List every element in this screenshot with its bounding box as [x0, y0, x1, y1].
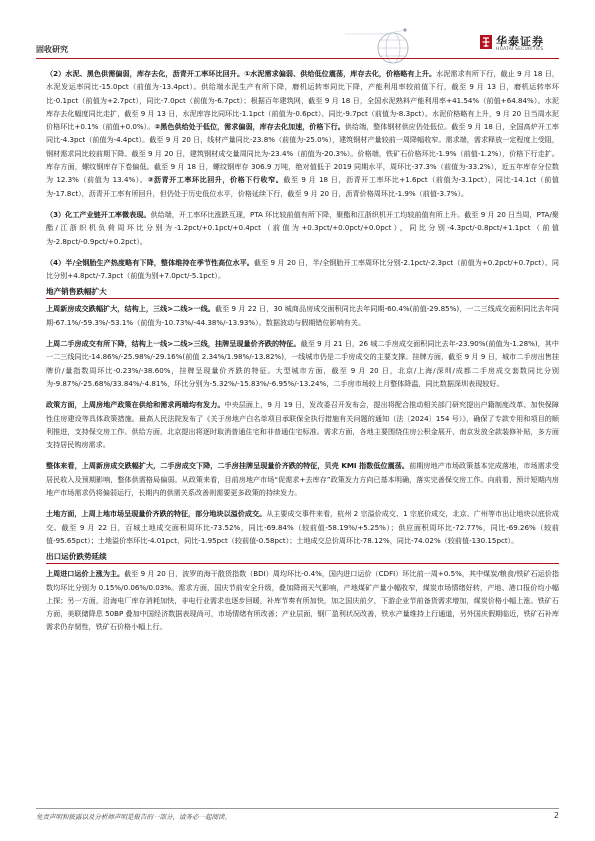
bold-lead-text: 上周进口运价上涨为主。 — [46, 569, 125, 579]
body-text: 截至 9 月 22 日，30 城商品房成交面积同比去年同期-60.4%(前值-29.85%)，一二三线成交面积同比去年同期-67.1%/-59.3%/-53.1%（前值为-10.73%/-44.38%/-13.93%）。数据波动与假期错位影响有关。 — [46, 304, 560, 327]
section-title-real-estate: 地产销售跌幅扩大 — [46, 287, 107, 297]
body-text: 供给端，整体钢材供应仍处低位。截至 9 月 18 日，全国高炉开工率同比-4.3pct（前值为-4.4pct）。截至 9 月 20 日，线材产量同比-23.8%（前值为-25.0%），建筑钢材产量较前一周降幅收窄。需求端，需求释放一定程度上受阻，钢材需求同比较前期下降。截至 9 月 20 日，建筑钢材成交量周同比为-23.4%（前值为-20.3%）。价格端，铁矿石价格环比-1.9%（前值-1.2%），价格下行走扩。库存方面，螺纹钢库存下卷偏低。截至 9 月 18 日，螺纹钢库存 306.9 万吨，绝对值低于 2019 同期水平，周环比-37.3%（前值为-33.2%），近五年库存分位数为 12.3%（前值为 13.4%）。 — [46, 122, 559, 185]
bold-lead-text: 土地方面，上周上地市场呈现量价齐跌的特征，部分地块以溢价成交。 — [46, 509, 267, 519]
brand-logo — [479, 32, 563, 56]
paragraph-land-market — [46, 507, 559, 547]
report-body — [46, 64, 559, 634]
paragraph-tire-production — [46, 256, 559, 283]
bold-lead-text: 整体来看，上周新房成交跌幅扩大，二手房成交下降，二手房挂牌呈现量价齐跌的特征，贝壳 KMI 指数低位震荡。 — [46, 461, 410, 471]
huatai-logo-icon — [479, 34, 493, 50]
body-text: 截至 9 月 20 日，波罗的海干散货指数（BDI）周均环比-0.4%，国内进口运价（CDFI）环比前一周+0.5%，其中煤炭/粮食/铁矿石运价指数均环比分别为 0.15%/0.06%/0.03%。需求方面，国庆节前安全升级，叠加降雨天气影响，产地煤矿产量小幅收窄，煤炭市场情绪好转，产地、港口报价均小幅上探；另一方面，沿海电厂库存消耗加快，非电行业需求也逐步回暖，补库节奏有所加快，加之国庆前夕，下游企业节前备货需求增加，煤炭价格小幅上涨。铁矿石方面，美联储降息 50BP 叠加中国经济数据表现尚可，市场情绪有所改善；产业层面，钢厂盈利状况改善，铁水产量维持上行通道，另外国庆假期临近，铁矿石补库需求仍存韧性，铁矿石价格小幅上行。 — [46, 569, 559, 632]
footer-disclaimer: 免责声明和披露以及分析师声明是报告的一部分，请务必一起阅读。 — [36, 813, 231, 821]
footer-divider — [36, 808, 559, 809]
paragraph-new-home-sales — [46, 302, 559, 329]
section-underline — [46, 563, 559, 564]
bold-lead-text: 上周新房成交跌幅扩大，结构上，三线>二线>一线。 — [46, 304, 215, 314]
body-text: 截至 9 月 18 日，沥青开工率环比+1.6pct（前值为-3.1pct），同比-14.1ct（前值为-17.8ct），沥青开工率有所回升，但仍处于历史低位水平，价格延续下行，截至 9 月 20 日，沥青价格周环比-1.9%（前值-3.7%）。 — [46, 175, 559, 198]
paragraph-chemical-chain — [46, 208, 559, 248]
brand-name-en: HUATAI SECURITIES — [496, 47, 544, 52]
bold-lead-text: （2）水泥、黑色供需偏弱，库存去化，沥青开工率环比回升。①水泥需求偏弱、供给低位震荡，库存去化，价格略有上升。 — [46, 69, 437, 78]
bold-lead-text: （4）半/全钢胎生产热度略有下降，整体维持在季节性高位水平。 — [46, 257, 254, 267]
body-text: 截至 9 月 21 日，26 城二手房成交面积同比去年-23.90%(前值为-1.28%)，其中一二三线同比-14.86%/-25.98%/-29.16%(前值 2.34%/1.98%/-13.82%)，一线城市仍是二手房成交的主要支撑。挂牌方面，截至 9 月 9 日，城市二手房出售挂牌价/量指数周环比-0.23%/-38.60%，挂牌呈现量价齐跌的特征。大型城市方面，截至 9 月 20 日，北京/上海/深圳/成都二手房成交套数同比分别为-9.87%/-25.68%/33.84%/-4.81%，环比分别为-5.32%/-15.83%/-6.95%/-13.24%，二手房市场较上月整体降温，同比数据深圳表现较好。 — [46, 339, 559, 388]
bold-lead-text: 政策方面，上周房地产政策在供给和需求两端均有发力。 — [46, 400, 225, 410]
body-text: 水泥需求有所下行，截止 9 月 18 日，水泥发运率同比-15.0pct（前值为-13.4pct）。供给端水泥生产有所下降，磨机运转率同比下降，产能利用率较前值下行，截至 9 月 13 日，磨机运转率环比-0.1pct（前值为+2.7pct），同比-7.0pct（前值为-6.7pct）；根据百年建筑网，截至 9 月 18 日，全国水泥熟料产能利用率+41.54%（前值+64.84%）。水泥库存去化幅度同比走扩，截至 9 月 13 日，水泥库容比同环比-1.1pct（前值为-0.6pct）、同比-9.7pct（前值为-8.3pct）。水泥价格略有上升，9 月 20 日当周水泥价格环比+0.1%（前值+0.0%）。 — [46, 69, 559, 132]
body-text: 中央层面上，9 月 19 日，发改委召开发布会，提出将配合推动相关部门研究提出户籍制度改革、加快保障性住房建设等具体政策措施。最高人民法院发布了《关于房地产白名单项目承联保全执行措施有关问题的通知（法〔2024〕154 号）》，确保了专款专用和项目的顺利推进，支持保交房工作。供给方面，北京提出将逐时取消普通住宅和非普通住宅标准。需求方面，各地主要围绕住房公积金展开，南京发放全款装修补贴，多方面支持居民购房需求。 — [46, 400, 559, 450]
header-category: 固收研究 — [36, 45, 68, 54]
bold-lead-text: （3）化工产业链开工率微表现。 — [46, 209, 151, 219]
paragraph-cement-steel-asphalt — [46, 67, 559, 200]
bold-lead-text: ③沥青开工率环比回升，价格下行收窄。 — [147, 175, 284, 185]
page-number: 2 — [553, 811, 559, 820]
section-underline — [46, 298, 559, 299]
brand-name-cn: 华泰证券 — [496, 35, 544, 48]
body-text: 截至 9 月 20 日，半/全钢胎开工率周环比分别-2.1pct/-2.3pct（前值为+0.2pct/+0.7pct）、同比分别+4.8pct/-7.3pct（前值为别+7.0pct/-5.1pct）。 — [46, 257, 559, 281]
paragraph-policy — [46, 398, 559, 451]
bold-lead-text: ②黑色供给处于低位，需求偏弱，库存去化加速，价格下行。 — [154, 122, 345, 132]
header-divider — [36, 58, 559, 59]
paragraph-overall-outlook — [46, 459, 559, 499]
section-heading-real-estate — [46, 286, 559, 300]
body-text: 供给端，开工率环比涨跌互现，PTA 环比较前值有所下降，聚酯和江浙织机开工均较前值有所上升。截至 9 月 20 日当周，PTA/聚酯/江浙织机负荷周环比分别为-1.2pct/+0.1pct/+0.4pct（前值为+0.3pct/+0.0pct/+0.0pct），同比分别-4.3pct/-0.8pct/+1.1pct（前值为-2.8pct/-0.9pct/+0.2pct）。 — [46, 209, 559, 246]
section-heading-freight — [46, 551, 559, 565]
paragraph-import-freight — [46, 567, 559, 633]
bold-lead-text: 上周二手房成交有所下降，结构上一线>二线>三线，挂牌呈现量价齐跌的特征。 — [46, 339, 301, 349]
section-title-freight: 出口运价跌势延续 — [46, 552, 107, 562]
body-text: 从主要成交事件来看，杭州 2 宗溢价成交、1 宗底价成交，北京、广州等市出让地块以底价成交。截至 9 月 22 日，百城土地成交面积周环比-73.52%，同比-69.84%（较前值-58.19%/+5.25%）；供应面积周环比-72.77%，同比-69.26%（较前值-95.65pct）；土地溢价率环比-4.01pct，同比-1.95pct（较前值-0.58pct）；土地成交总价周环比-78.12%，同比-74.02%（较前值-130.15pct）。 — [46, 509, 559, 545]
body-text: 前期房地产市场政策基本完成落地，市场需求受居民收入及预期影响，整体供需格局偏弱。从政策来看，目前房地产市场“促需求+去库存”政策发力方向已基本明确，落实完善保交房工作。向前看，预计短期内房地产市场需求仍将偏弱运行，长期内的供需关系改善则需要更多政策的持续发力。 — [46, 461, 559, 498]
paragraph-second-hand-sales — [46, 337, 559, 390]
